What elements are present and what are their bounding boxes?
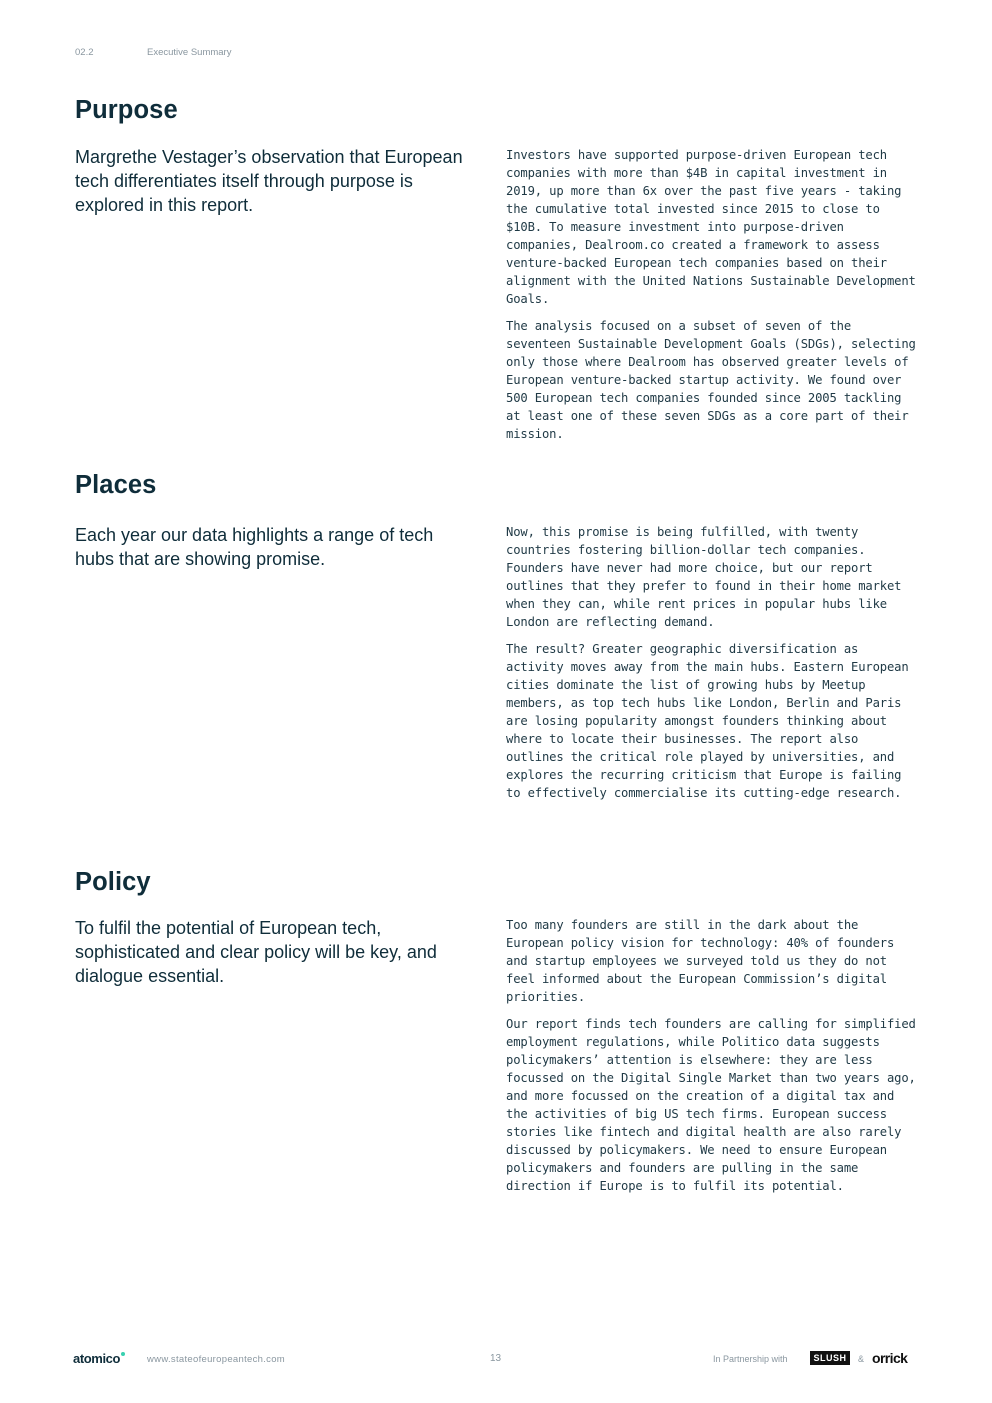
orrick-logo: orrick xyxy=(872,1350,908,1366)
section-policy xyxy=(75,868,917,1193)
section-title: Executive Summary xyxy=(147,47,232,58)
body-paragraph: Too many founders are still in the dark about the European policy vision for technology: 40% of founders and startup employees we surveyed told us they do not feel informed about the European Commission’s digital priorities. xyxy=(506,918,895,1004)
partnership-label: In Partnership with xyxy=(713,1354,788,1364)
body-paragraph: Our report finds tech founders are calling for simplified employment regulations, while Politico data suggests policymakers’ attention is elsewhere: they are less focussed on the Digital Single Market than two years ago, and more focussed on the creation of a digital tax and the activities of big US tech firms. European success stories like fintech and digital health are also rarely discussed by policymakers. We need to ensure European policymakers and founders are pulling in the same direction if Europe is to fulfil its potential. xyxy=(506,1017,916,1193)
section-places xyxy=(75,471,917,800)
section-number: 02.2 xyxy=(75,47,94,58)
body-paragraph: The result? Greater geographic diversification as activity moves away from the main hubs. Eastern European cities dominate the list of growing hubs by Meetup members, as top tech hubs like London, Berlin and Paris are losing popularity amongst founders thinking about where to locate their businesses. The report also outlines the critical role played by universities, and explores the recurring criticism that Europe is failing to effectively commercialise its cutting-edge research. xyxy=(506,642,909,800)
section-purpose xyxy=(75,96,917,441)
section-lead: Each year our data highlights a range of tech hubs that are showing promise. xyxy=(75,525,434,569)
body-paragraph: Investors have supported purpose-driven European tech companies with more than $4B in capital investment in 2019, up more than 6x over the past five years - taking the cumulative total invested since 2015 to close to $10B. To measure investment into purpose-driven companies, Dealroom.co created a framework to assess venture-backed European tech companies based on their alignment with the United Nations Sustainable Development Goals. xyxy=(506,148,916,306)
logo-dot-icon xyxy=(121,1352,125,1356)
section-body xyxy=(506,916,917,1204)
section-lead: To fulfil the potential of European tech, sophisticated and clear policy will be key, and dialogue essential. xyxy=(75,918,437,986)
page-footer xyxy=(0,1348,992,1372)
footer-url[interactable]: www.stateofeuropeantech.com xyxy=(147,1354,286,1365)
section-heading: Purpose xyxy=(75,96,178,124)
page-number: 13 xyxy=(490,1353,502,1364)
section-body xyxy=(506,146,917,452)
section-lead: Margrethe Vestager’s observation that European tech differentiates itself through purpose is explored in this report. xyxy=(75,147,463,215)
body-paragraph: The analysis focused on a subset of seven of the seventeen Sustainable Development Goals (SDGs), selecting only those where Dealroom has observed greater levels of European venture-backed startup activity. We found over 500 European tech companies founded since 2005 tackling at least one of these seven SDGs as a core part of their mission. xyxy=(506,319,916,441)
body-paragraph: Now, this promise is being fulfilled, with twenty countries fostering billion-dollar tech companies. Founders have never had more choice, but our report outlines that they prefer to found in their home market when they can, while rent prices in popular hubs like London are reflecting demand. xyxy=(506,525,902,629)
atomico-logo: atomico xyxy=(73,1351,125,1366)
section-heading: Places xyxy=(75,471,157,499)
section-body xyxy=(506,523,917,811)
ampersand: & xyxy=(858,1354,865,1364)
section-heading: Policy xyxy=(75,868,151,896)
slush-logo: SLUSH xyxy=(810,1351,850,1365)
